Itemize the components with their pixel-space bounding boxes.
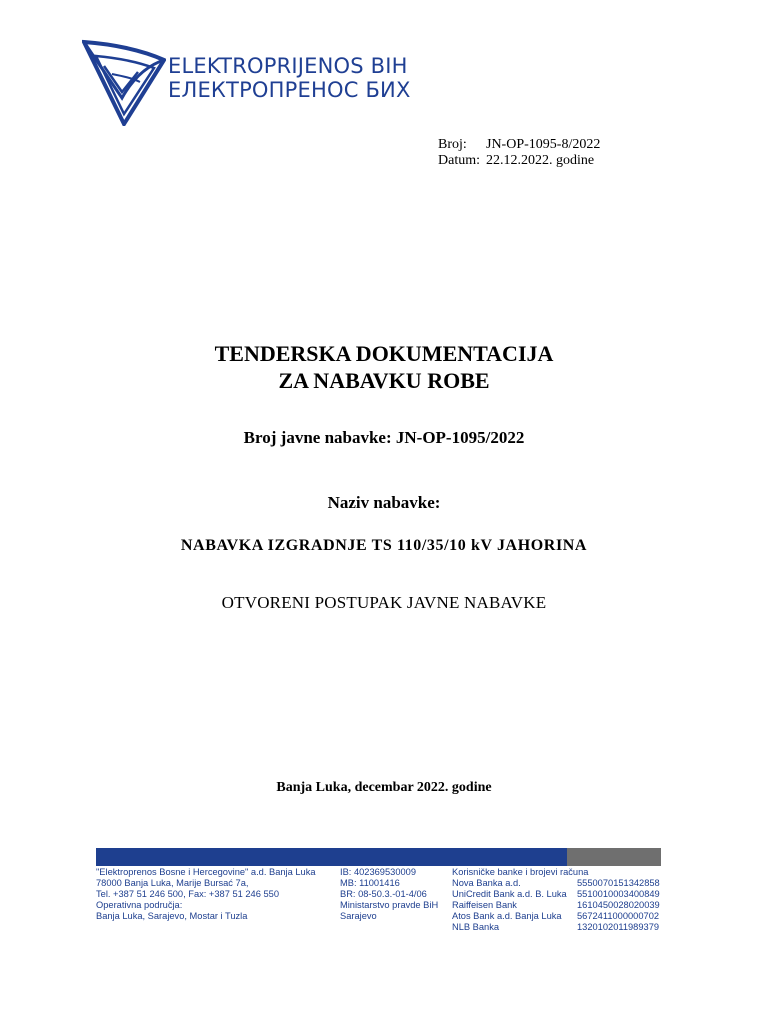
footer-account-number: 1320102011989379 — [577, 922, 660, 933]
footer-company-line: Banja Luka, Sarajevo, Mostar i Tuzla — [96, 911, 248, 922]
footer-bank-name: NLB Banka — [452, 922, 500, 933]
footer-bank-name: Nova Banka a.d. — [452, 878, 521, 889]
logo-wordmark — [168, 54, 411, 102]
title-line-2: ZA NABAVKU ROBE — [278, 368, 490, 393]
broj-label: Broj: — [438, 137, 467, 152]
triangle-logo-icon — [82, 36, 166, 126]
footer-company-info — [96, 867, 316, 922]
document-title — [0, 340, 768, 394]
datum-label: Datum: — [438, 153, 480, 168]
logo-line-cyrillic: ЕЛЕКТРОПРЕНОС БИХ — [168, 78, 411, 102]
footer-bar-gray — [567, 848, 661, 866]
footer-account-number: 5550070151342858 — [577, 878, 660, 889]
footer-registration-info — [340, 867, 438, 922]
broj-value: JN-OP-1095-8/2022 — [486, 137, 601, 152]
footer-bank-name: Raiffeisen Bank — [452, 900, 517, 911]
datum-row — [438, 153, 600, 169]
footer-registration-line: IB: 402369530009 — [340, 867, 416, 877]
title-line-1: TENDERSKA DOKUMENTACIJA — [214, 341, 554, 366]
footer-company-line: "Elektroprenos Bosne i Hercegovine" a.d. Banja Luka — [96, 867, 316, 877]
footer-bar-blue — [96, 848, 567, 866]
footer-registration-line: Sarajevo — [340, 911, 377, 922]
procurement-name: NABAVKA IZGRADNJE TS 110/35/10 kV JAHORINA — [180, 537, 588, 554]
logo-line-latin: ELEKTROPRIJENOS BIH — [168, 54, 408, 78]
footer-banks — [452, 867, 588, 934]
footer-company-line: 78000 Banja Luka, Marije Bursać 7a, — [96, 878, 249, 889]
datum-value: 22.12.2022. godine — [486, 153, 595, 168]
footer-account-number: 1610450028020039 — [577, 900, 660, 911]
footer-bank-name: UniCredit Bank a.d. B. Luka — [452, 889, 567, 900]
footer-registration-line: BR: 08-50.3.-01-4/06 — [340, 889, 427, 900]
reference-block — [438, 137, 600, 169]
footer-bank-name: Atos Bank a.d. Banja Luka — [452, 911, 562, 922]
footer-company-line: Operativna područja: — [96, 900, 183, 911]
footer-account-number: 5510010003400849 — [577, 889, 660, 900]
footer-registration-line: Ministarstvo pravde BiH — [340, 900, 439, 911]
company-logo — [82, 36, 412, 126]
footer-account-number: 5672411000000702 — [577, 911, 660, 922]
procedure-type: OTVORENI POSTUPAK JAVNE NABAVKE — [221, 593, 547, 612]
footer-accounts — [577, 878, 660, 933]
footer-banks-header: Korisničke banke i brojevi računa — [452, 867, 589, 877]
broj-row — [438, 137, 600, 153]
procurement-name-label: Naziv nabavke: — [327, 493, 441, 512]
footer-registration-line: MB: 11001416 — [340, 878, 400, 889]
footer-company-line: Tel. +387 51 246 500, Fax: +387 51 246 550 — [96, 889, 279, 900]
place-date: Banja Luka, decembar 2022. godine — [276, 780, 492, 795]
procurement-number: Broj javne nabavke: JN-OP-1095/2022 — [243, 428, 525, 447]
